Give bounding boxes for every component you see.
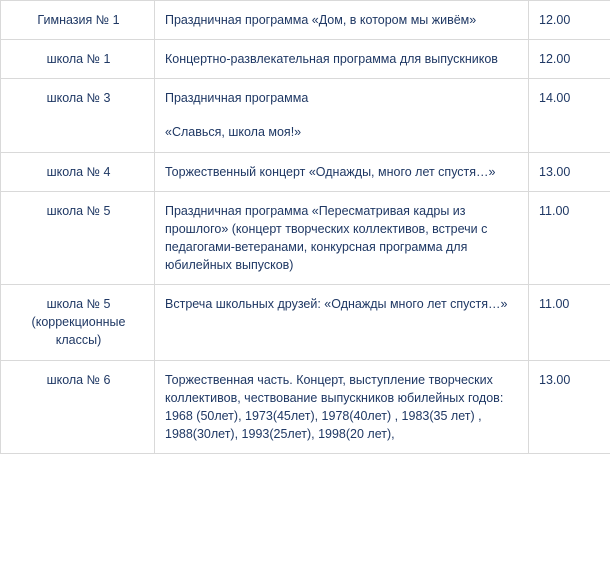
table-row	[1, 40, 610, 79]
event-line: Торжественная часть. Концерт, выступление творческих коллективов, чествование выпускников юбилейных годов: 1968 (50лет), 1973(45лет), 1978(40лет) , 1983(35 лет) , 1988(30лет), 1993(25лет), 1998(20 лет),	[165, 372, 504, 441]
school-name: школа № 6	[46, 372, 111, 387]
school-name: Гимназия № 1	[37, 13, 120, 27]
event-cell	[155, 1, 529, 40]
time-cell	[529, 285, 610, 360]
event-time: 13.00	[539, 372, 571, 387]
time-cell	[529, 1, 610, 40]
school-cell	[1, 285, 155, 360]
school-cell	[1, 1, 155, 40]
school-name: школа № 4	[46, 164, 111, 179]
school-cell	[1, 79, 155, 152]
school-name: школа № 5	[46, 203, 111, 218]
event-time: 13.00	[539, 164, 571, 179]
school-cell	[1, 152, 155, 191]
event-cell	[155, 360, 529, 454]
school-name: школа № 5 (коррекционные классы)	[31, 297, 126, 348]
event-cell	[155, 152, 529, 191]
event-time: 11.00	[539, 203, 570, 218]
time-cell	[529, 152, 610, 191]
time-cell	[529, 40, 610, 79]
table-row	[1, 285, 610, 360]
event-line: Концертно-развлекательная программа для выпускников	[165, 52, 498, 67]
event-line: Торжественный концерт «Однажды, много лет спустя…»	[165, 164, 496, 179]
table-row	[1, 360, 610, 454]
event-time: 14.00	[539, 91, 571, 106]
event-line: Праздничная программа «Дом, в котором мы живём»	[165, 13, 477, 27]
event-line: Праздничная программа	[165, 91, 309, 106]
school-cell	[1, 40, 155, 79]
table-row	[1, 79, 610, 152]
event-line: Праздничная программа «Пересматривая кадры из прошлого» (концерт творческих коллективов, встречи с педагогами-ветеранами, конкурсная программа для юбилейных выпусков)	[165, 203, 488, 272]
table-row	[1, 1, 610, 40]
table-row	[1, 191, 610, 285]
schedule-table-body	[1, 1, 610, 454]
time-cell	[529, 360, 610, 454]
time-cell	[529, 79, 610, 152]
event-time: 12.00	[539, 52, 571, 67]
school-name: школа № 3	[46, 91, 111, 106]
event-line: Встреча школьных друзей: «Однажды много лет спустя…»	[165, 297, 508, 312]
event-time: 12.00	[539, 13, 571, 27]
school-cell	[1, 191, 155, 285]
event-cell	[155, 40, 529, 79]
table-row	[1, 152, 610, 191]
school-name: школа № 1	[46, 52, 111, 67]
school-cell	[1, 360, 155, 454]
event-cell	[155, 285, 529, 360]
event-cell	[155, 191, 529, 285]
event-cell	[155, 79, 529, 152]
time-cell	[529, 191, 610, 285]
event-time: 11.00	[539, 297, 570, 312]
event-line: «Славься, школа моя!»	[165, 125, 302, 140]
